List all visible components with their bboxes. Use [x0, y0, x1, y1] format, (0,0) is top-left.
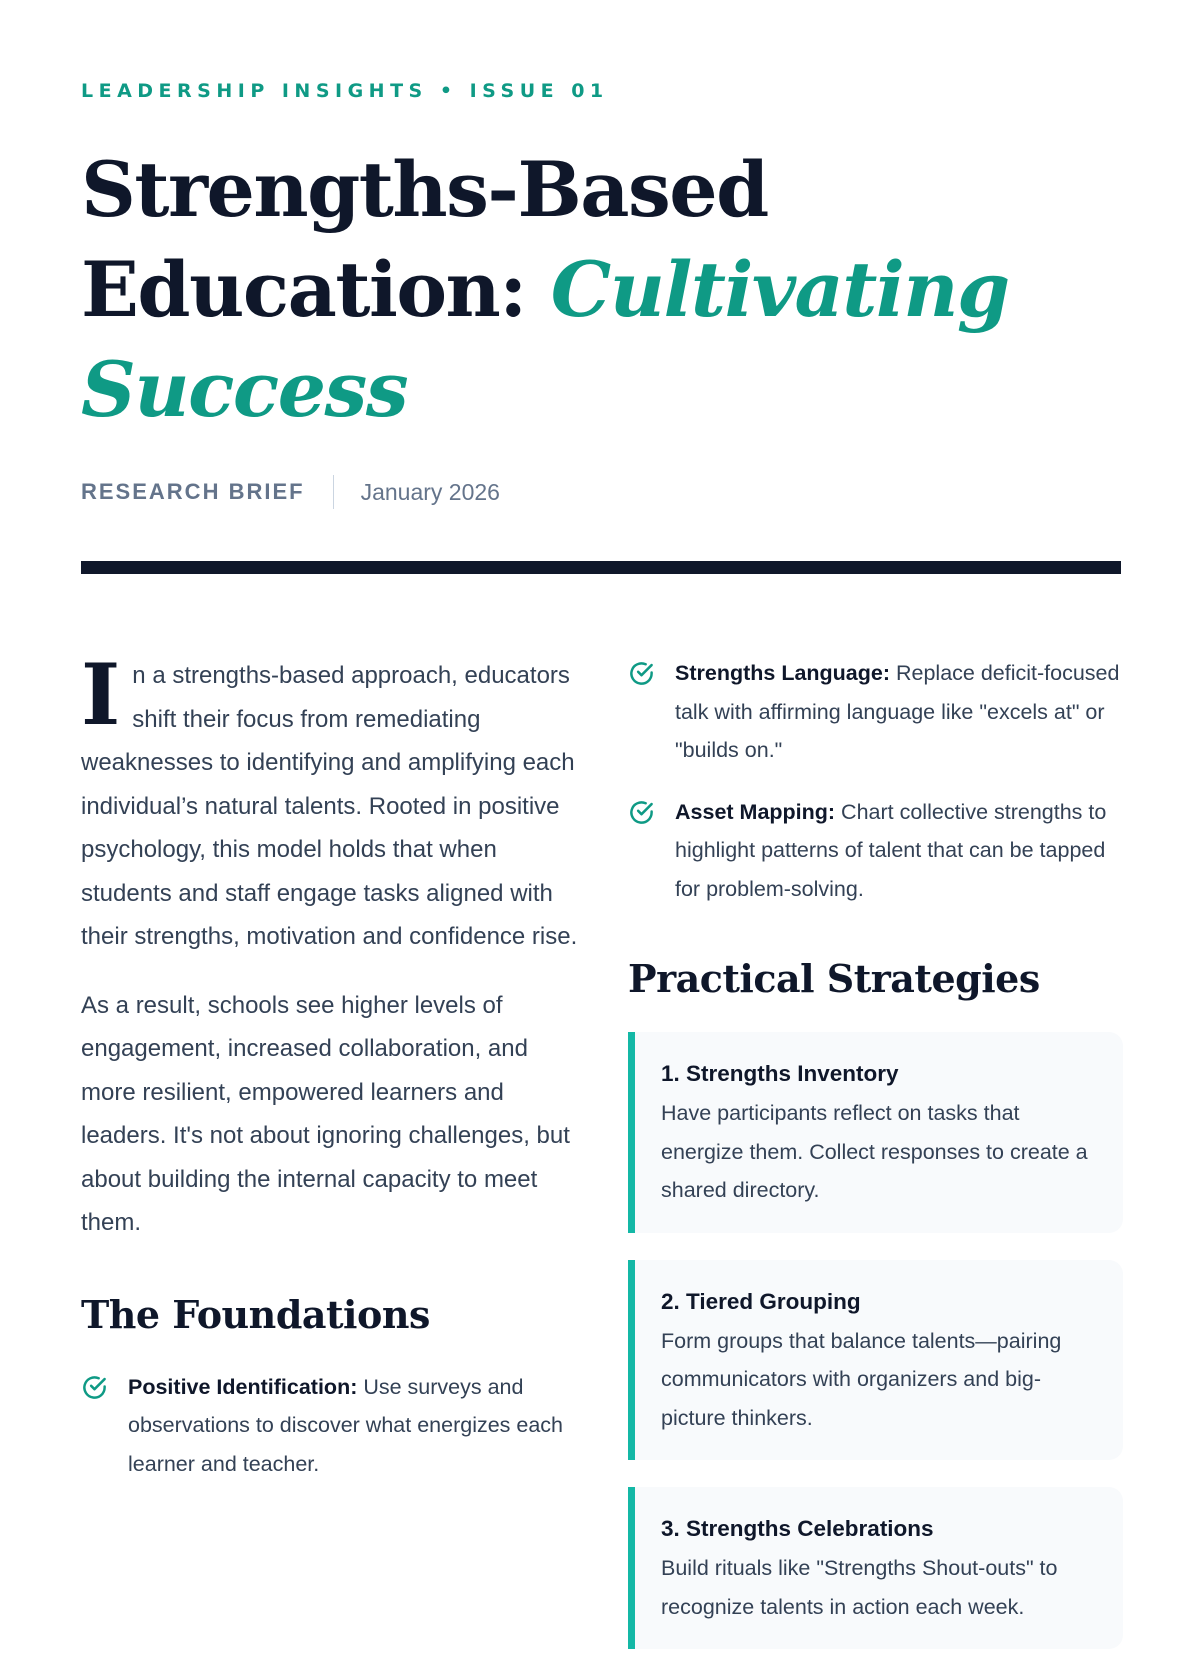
item-label: Positive Identification: [128, 1374, 358, 1399]
item-text: Chart collective strengths to highlight patterns of talent that can be tapped for problem-solving. [675, 799, 1107, 901]
strategy-card [628, 1260, 1123, 1461]
strategies-list [628, 1032, 1123, 1649]
check-circle-icon [628, 799, 655, 826]
intro-text: n a strengths-based approach, educators shift their focus from remediating weaknesses to identifying and amplifying each individual’s natural talents. Rooted in positive psychology, this model holds that when students and staff engage tasks aligned with their strengths, motivation and confidence rise. [81, 662, 578, 950]
page-title [81, 140, 1121, 440]
strategies-heading: Practical Strategies [628, 956, 1040, 1001]
strategy-body: Form groups that balance talents—pairing communicators with organizers and big-picture thinkers. [661, 1328, 1062, 1430]
foundations-list [81, 1368, 581, 1484]
strategy-title: 1. Strengths Inventory [661, 1061, 899, 1086]
issue-kicker: LEADERSHIP INSIGHTS • ISSUE 01 [81, 80, 609, 102]
document-date: January 2026 [360, 478, 500, 505]
strategy-card [628, 1032, 1123, 1233]
item-text: Use surveys and observations to discover what energizes each learner and teacher. [128, 1374, 564, 1476]
check-circle-icon [81, 1374, 108, 1401]
header-rule [81, 561, 1121, 574]
strategy-body: Build rituals like "Strengths Shout-outs" to recognize talents in action each week. [661, 1556, 1058, 1619]
document-meta [81, 474, 500, 510]
item-text: Replace deficit-focused talk with affirming language like "excels at" or "builds on." [675, 661, 1120, 762]
foundations-heading: The Foundations [81, 1291, 430, 1337]
title-accent: Cultivating Success [81, 245, 1009, 434]
strategy-card [628, 1487, 1123, 1649]
strategy-title: 3. Strengths Celebrations [661, 1516, 934, 1541]
list-item [628, 793, 1123, 909]
right-column [628, 654, 1123, 1676]
drop-cap: I [81, 645, 121, 744]
document-type: RESEARCH BRIEF [81, 479, 305, 504]
strategy-body: Have participants reflect on tasks that energize them. Collect responses to create a shared directory. [661, 1101, 1088, 1202]
item-label: Asset Mapping: [675, 799, 836, 824]
foundations-list-continued [628, 654, 1123, 908]
strategy-title: 2. Tiered Grouping [661, 1288, 861, 1314]
list-item [628, 654, 1123, 770]
left-column [81, 645, 581, 1506]
title-main: Strengths-Based Education: [81, 145, 768, 334]
results-paragraph: As a result, schools see higher levels of engagement, increased collaboration, and more resilient, empowered learners and leaders. It's not about ignoring challenges, but about building the internal capacity to meet them. [81, 991, 570, 1236]
meta-divider [333, 475, 334, 509]
list-item [81, 1368, 581, 1484]
intro-paragraph [81, 645, 581, 959]
item-label: Strengths Language: [675, 661, 891, 685]
check-circle-icon [628, 660, 655, 687]
